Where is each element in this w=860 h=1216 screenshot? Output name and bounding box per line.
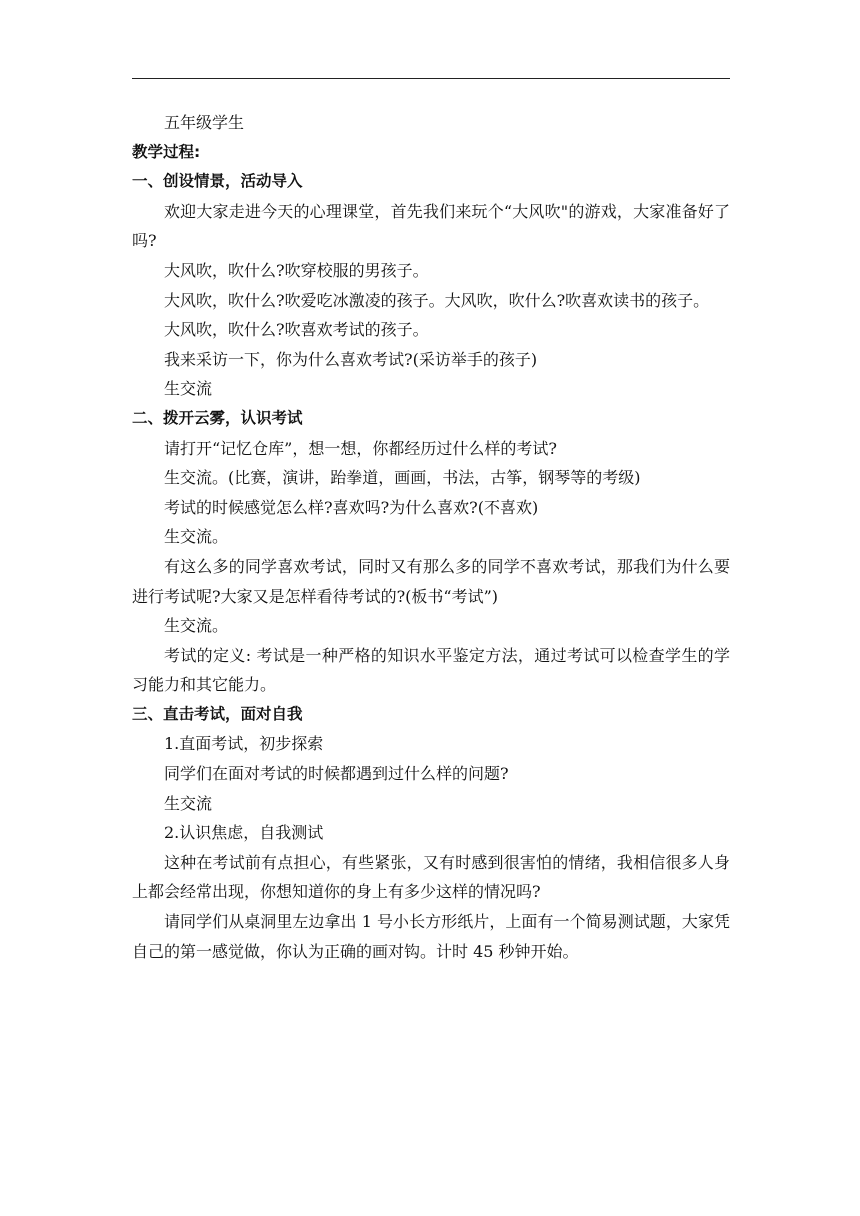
paragraph: 2.认识焦虑，自我测试 <box>164 823 324 843</box>
paragraph: 生交流。 <box>164 616 229 636</box>
paragraph: 欢迎大家走进今天的心理课堂，首先我们来玩个“大风吹"的游戏，大家准备好了吗? <box>132 201 730 251</box>
paragraph: 生交流。 <box>164 527 229 547</box>
paragraph: 考试的定义: 考试是一种严格的知识水平鉴定方法，通过考试可以检查学生的学习能力和其它能力。 <box>132 645 730 695</box>
header-rule <box>132 78 730 79</box>
paragraph: 生交流 <box>164 379 213 399</box>
paragraph: 1.直面考试，初步探索 <box>164 734 324 754</box>
paragraph: 五年级学生 <box>164 113 245 132</box>
section-heading: 二、拨开云雾，认识考试 <box>132 408 303 427</box>
paragraph: 这种在考试前有点担心，有些紧张，又有时感到很害怕的情绪，我相信很多人身上都会经常出现，你想知道你的身上有多少这样的情况吗? <box>132 852 730 902</box>
paragraph: 请同学们从桌洞里左边拿出 1 号小长方形纸片，上面有一个简易测试题，大家凭自己的第一感觉做，你认为正确的画对钩。计时 45 秒钟开始。 <box>132 912 730 961</box>
document-body <box>132 108 730 966</box>
paragraph: 大风吹，吹什么?吹穿校服的男孩子。 <box>164 260 429 280</box>
paragraph: 考试的时候感觉怎么样?喜欢吗?为什么喜欢?(不喜欢) <box>164 497 539 517</box>
paragraph: 请打开“记忆仓库”，想一想，你都经历过什么样的考试? <box>164 438 557 458</box>
paragraph: 大风吹，吹什么?吹爱吃冰激凌的孩子。大风吹，吹什么?吹喜欢读书的孩子。 <box>164 290 710 310</box>
paragraph: 有这么多的同学喜欢考试，同时又有那么多的同学不喜欢考试，那我们为什么要进行考试呢?大家又是怎样看待考试的?(板书“考试”) <box>132 556 730 606</box>
paragraph: 大风吹，吹什么?吹喜欢考试的孩子。 <box>164 320 429 340</box>
paragraph: 生交流 <box>164 793 213 813</box>
paragraph: 同学们在面对考试的时候都遇到过什么样的问题? <box>164 764 509 784</box>
paragraph: 我来采访一下，你为什么喜欢考试?(采访举手的孩子) <box>164 349 538 369</box>
section-heading: 教学过程: <box>132 142 201 161</box>
paragraph: 生交流。(比赛，演讲，跆拳道，画画，书法，古筝，钢琴等的考级) <box>164 468 641 488</box>
section-heading: 三、直击考试，面对自我 <box>132 704 303 723</box>
section-heading: 一、创设情景，活动导入 <box>132 172 303 191</box>
